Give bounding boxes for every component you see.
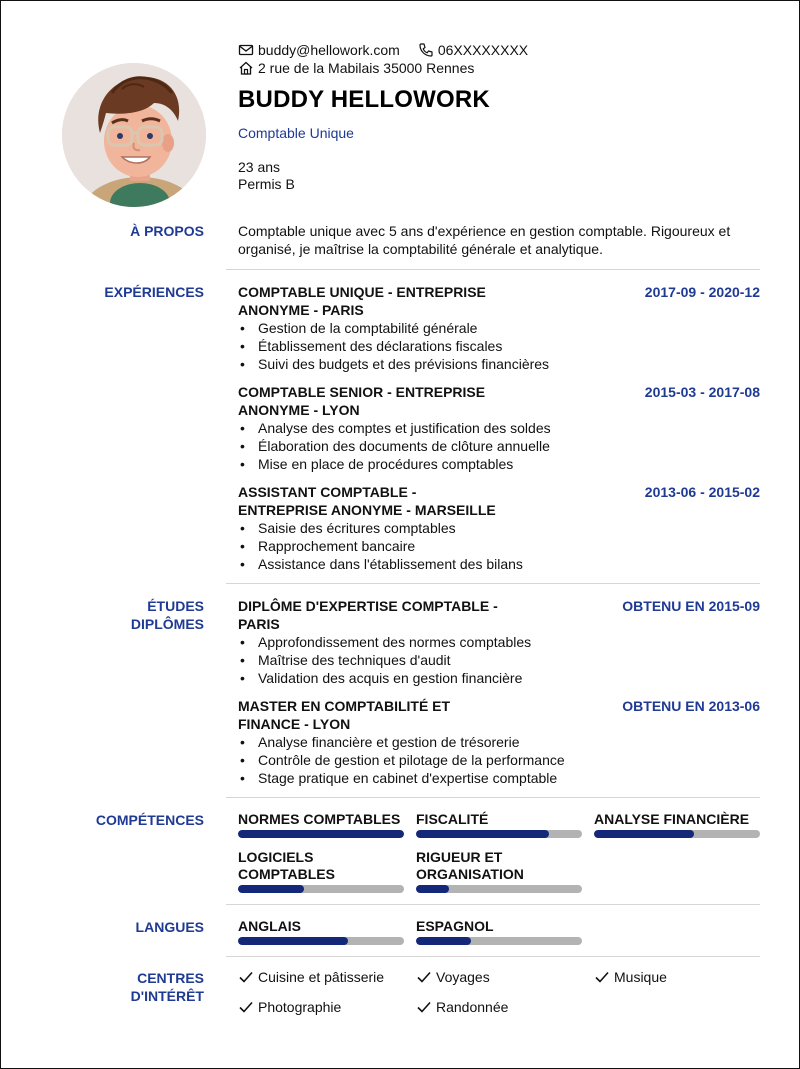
skill-item xyxy=(416,849,582,893)
entry-bullets xyxy=(238,319,760,373)
check-icon xyxy=(416,969,434,985)
check-icon xyxy=(594,969,612,985)
skill-item xyxy=(594,811,760,838)
profile-avatar xyxy=(62,63,206,207)
section-label-skills: COMPÉTENCES xyxy=(95,812,204,828)
list-item: • Rapprochement bancaire xyxy=(238,537,760,555)
home-icon xyxy=(238,60,254,76)
candidate-name: BUDDY HELLOWORK xyxy=(238,86,490,113)
entry-dates: OBTENU EN 2013-06 xyxy=(622,698,760,714)
list-item: • Suivi des budgets et des prévisions financières xyxy=(238,355,760,373)
language-name: ESPAGNOL xyxy=(416,918,494,934)
entry-dates: 2015-03 - 2017-08 xyxy=(644,384,760,400)
entry-title: MASTER EN COMPTABILITÉ ET FINANCE - LYON xyxy=(238,698,451,732)
section-label-about: À PROPOS xyxy=(130,223,204,239)
experience-entry xyxy=(238,383,760,473)
job-title: Comptable Unique xyxy=(238,125,354,141)
entry-dates: 2017-09 - 2020-12 xyxy=(644,284,760,300)
interest-item xyxy=(416,969,490,985)
language-name: ANGLAIS xyxy=(238,918,301,934)
interest-item xyxy=(594,969,667,985)
mail-icon xyxy=(238,42,254,58)
entry-title: ASSISTANT COMPTABLE - ENTREPRISE ANONYME - MARSEILLE xyxy=(238,484,496,518)
section-label-education: ÉTUDES DIPLÔMES xyxy=(130,598,204,632)
phone-icon xyxy=(418,42,434,58)
list-item: • Établissement des déclarations fiscales xyxy=(238,337,760,355)
skill-bar-fill xyxy=(416,885,449,893)
entry-title: COMPTABLE SENIOR - ENTREPRISE ANONYME - LYON xyxy=(238,384,486,418)
about-text: Comptable unique avec 5 ans d'expérience en gestion comptable. Rigoureux et organisé, je maîtrise la comptabilité générale et analytique. xyxy=(238,223,731,257)
language-item xyxy=(238,918,404,945)
list-item: • Contrôle de gestion et pilotage de la performance xyxy=(238,751,760,769)
entry-title: COMPTABLE UNIQUE - ENTREPRISE ANONYME - PARIS xyxy=(238,284,486,318)
interest-label: Cuisine et pâtisserie xyxy=(258,969,385,985)
section-label-languages: LANGUES xyxy=(135,919,204,935)
skill-name: LOGICIELS COMPTABLES xyxy=(238,849,335,882)
entry-bullets xyxy=(238,633,760,687)
skill-name: ANALYSE FINANCIÈRE xyxy=(594,811,750,827)
language-bar-fill xyxy=(238,937,348,945)
education-entry xyxy=(238,597,760,687)
email-text[interactable]: buddy@hellowork.com xyxy=(258,42,400,58)
entry-dates: 2013-06 - 2015-02 xyxy=(644,484,760,500)
entry-title: DIPLÔME D'EXPERTISE COMPTABLE - PARIS xyxy=(238,598,498,632)
interest-item xyxy=(416,999,508,1015)
language-bar-fill xyxy=(416,937,471,945)
interest-label: Musique xyxy=(614,969,667,985)
list-item: • Élaboration des documents de clôture annuelle xyxy=(238,437,760,455)
skill-name: FISCALITÉ xyxy=(416,811,489,827)
experience-entry xyxy=(238,283,760,373)
phone-group xyxy=(418,42,528,58)
skill-name: NORMES COMPTABLES xyxy=(238,811,401,827)
interest-label: Voyages xyxy=(436,969,490,985)
skill-item xyxy=(238,811,404,838)
entry-bullets xyxy=(238,419,760,473)
list-item: • Approfondissement des normes comptables xyxy=(238,633,760,651)
list-item: • Validation des acquis en gestion financière xyxy=(238,669,760,687)
list-item: • Analyse financière et gestion de trésorerie xyxy=(238,733,760,751)
divider xyxy=(226,797,760,798)
check-icon xyxy=(416,999,434,1015)
skill-bar xyxy=(238,885,404,893)
experience-entry xyxy=(238,483,760,573)
divider xyxy=(226,956,760,957)
address-row xyxy=(238,60,474,76)
divider xyxy=(226,904,760,905)
entry-bullets xyxy=(238,733,760,787)
divider xyxy=(226,583,760,584)
skill-bar xyxy=(416,830,582,838)
entry-dates: OBTENU EN 2015-09 xyxy=(622,598,760,614)
language-bar xyxy=(416,937,582,945)
skill-bar-fill xyxy=(594,830,694,838)
skill-bar-fill xyxy=(238,830,404,838)
skill-bar-fill xyxy=(238,885,304,893)
contact-row xyxy=(238,42,528,58)
list-item: • Maîtrise des techniques d'audit xyxy=(238,651,760,669)
check-icon xyxy=(238,999,256,1015)
skill-bar-fill xyxy=(416,830,549,838)
interest-label: Randonnée xyxy=(436,999,509,1015)
permis-text: Permis B xyxy=(238,176,295,192)
skill-bar xyxy=(238,830,404,838)
list-item: • Stage pratique en cabinet d'expertise comptable xyxy=(238,769,760,787)
skill-item xyxy=(238,849,404,893)
list-item: • Gestion de la comptabilité générale xyxy=(238,319,760,337)
interest-item xyxy=(238,999,341,1015)
divider xyxy=(226,269,760,270)
skill-bar xyxy=(594,830,760,838)
skill-name: RIGUEUR ET ORGANISATION xyxy=(416,849,524,882)
list-item: • Analyse des comptes et justification des soldes xyxy=(238,419,760,437)
skill-bar xyxy=(416,885,582,893)
phone-text[interactable]: 06XXXXXXXX xyxy=(437,42,529,58)
list-item: • Mise en place de procédures comptables xyxy=(238,455,760,473)
language-bar xyxy=(238,937,404,945)
skill-item xyxy=(416,811,582,838)
entry-bullets xyxy=(238,519,760,573)
language-item xyxy=(416,918,582,945)
section-label-experiences: EXPÉRIENCES xyxy=(104,284,204,300)
age-text: 23 ans xyxy=(238,159,281,175)
interest-item xyxy=(238,969,384,985)
check-icon xyxy=(238,969,256,985)
address-text: 2 rue de la Mabilais 35000 Rennes xyxy=(258,60,475,76)
list-item: • Assistance dans l'établissement des bilans xyxy=(238,555,760,573)
section-label-interests: CENTRES D'INTÉRÊT xyxy=(130,970,204,1004)
list-item: • Saisie des écritures comptables xyxy=(238,519,760,537)
education-entry xyxy=(238,697,760,787)
interest-label: Photographie xyxy=(258,999,342,1015)
